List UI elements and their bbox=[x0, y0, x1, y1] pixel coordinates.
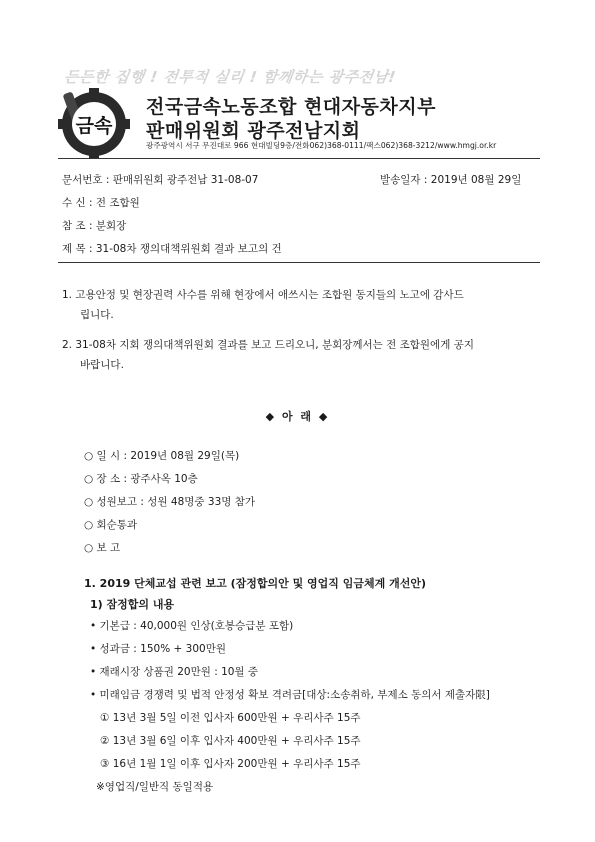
detail-datetime: ○ 일 시 : 2019년 08월 29일(목) bbox=[84, 450, 240, 462]
paragraph-2-line1: 2. 31-08차 지회 쟁의대책위원회 결과를 보고 드리오니, 분회장께서는 전 조합원에게 공지 bbox=[62, 339, 474, 351]
reference: 참 조 : 분회장 bbox=[62, 220, 127, 232]
report-subheading: 1) 잠정합의 내용 bbox=[90, 598, 175, 611]
slogan: 든든한 집행 ! 전투적 실리 ! 함께하는 광주전남! bbox=[62, 68, 398, 86]
detail-quorum: ○ 성원보고 : 성원 48명중 33명 참가 bbox=[84, 496, 256, 508]
recipient: 수 신 : 전 조합원 bbox=[62, 197, 140, 209]
org-address: 광주광역시 서구 무진대로 966 현대빌딩9층/전화062)368-0111/팩스062)368-3212/www.hmgj.or.kr bbox=[146, 141, 497, 150]
detail-report: ○ 보 고 bbox=[84, 542, 121, 554]
union-logo-icon bbox=[58, 86, 130, 158]
paragraph-2 bbox=[62, 335, 474, 375]
report-subitem-3: ③ 16년 1월 1일 이후 입사자 200만원 + 우리사주 15주 bbox=[100, 758, 361, 770]
report-item-base-pay: • 기본급 : 40,000원 인상(호봉승급분 포함) bbox=[90, 620, 294, 632]
org-name-line2: 판매위원회 광주전남지회 bbox=[146, 120, 361, 142]
report-item-incentive: • 미래임금 경쟁력 및 법적 안정성 확보 격려금[대상:소송취하, 부제소 동의서 제출자限] bbox=[90, 689, 490, 701]
meta-divider bbox=[58, 262, 540, 263]
header-divider bbox=[58, 158, 540, 159]
paragraph-1-line1: 1. 고용안정 및 현장권력 사수를 위해 현장에서 애쓰시는 조합원 동지들의 노고에 감사드 bbox=[62, 289, 464, 301]
org-name-line1: 전국금속노동조합 현대자동차지부 bbox=[146, 96, 436, 118]
send-date: 발송일자 : 2019년 08월 29일 bbox=[380, 174, 522, 186]
report-heading: 1. 2019 단체교섭 관련 보고 (잠정합의안 및 영업직 임금체계 개선안) bbox=[84, 577, 426, 590]
detail-agenda: ○ 회순통과 bbox=[84, 519, 138, 531]
report-item-bonus: • 성과금 : 150% + 300만원 bbox=[90, 643, 226, 655]
paragraph-2-line2: 바랍니다. bbox=[80, 359, 124, 371]
detail-place: ○ 장 소 : 광주사옥 10층 bbox=[84, 473, 198, 485]
report-item-voucher: • 재래시장 상품권 20만원 : 10월 중 bbox=[90, 666, 259, 678]
svg-text:금속: 금속 bbox=[75, 115, 113, 137]
report-subitem-2: ② 13년 3월 6일 이후 입사자 400만원 + 우리사주 15주 bbox=[100, 735, 361, 747]
report-note: ※영업직/일반직 동일적용 bbox=[96, 781, 214, 793]
section-title: ◆ 아 래 ◆ bbox=[265, 410, 330, 423]
document-number: 문서번호 : 판매위원회 광주전남 31-08-07 bbox=[62, 174, 259, 186]
paragraph-1 bbox=[62, 285, 464, 325]
report-subitem-1: ① 13년 3월 5일 이전 입사자 600만원 + 우리사주 15주 bbox=[100, 712, 361, 724]
subject: 제 목 : 31-08차 쟁의대책위원회 결과 보고의 건 bbox=[62, 243, 282, 255]
paragraph-1-line2: 립니다. bbox=[80, 309, 114, 321]
